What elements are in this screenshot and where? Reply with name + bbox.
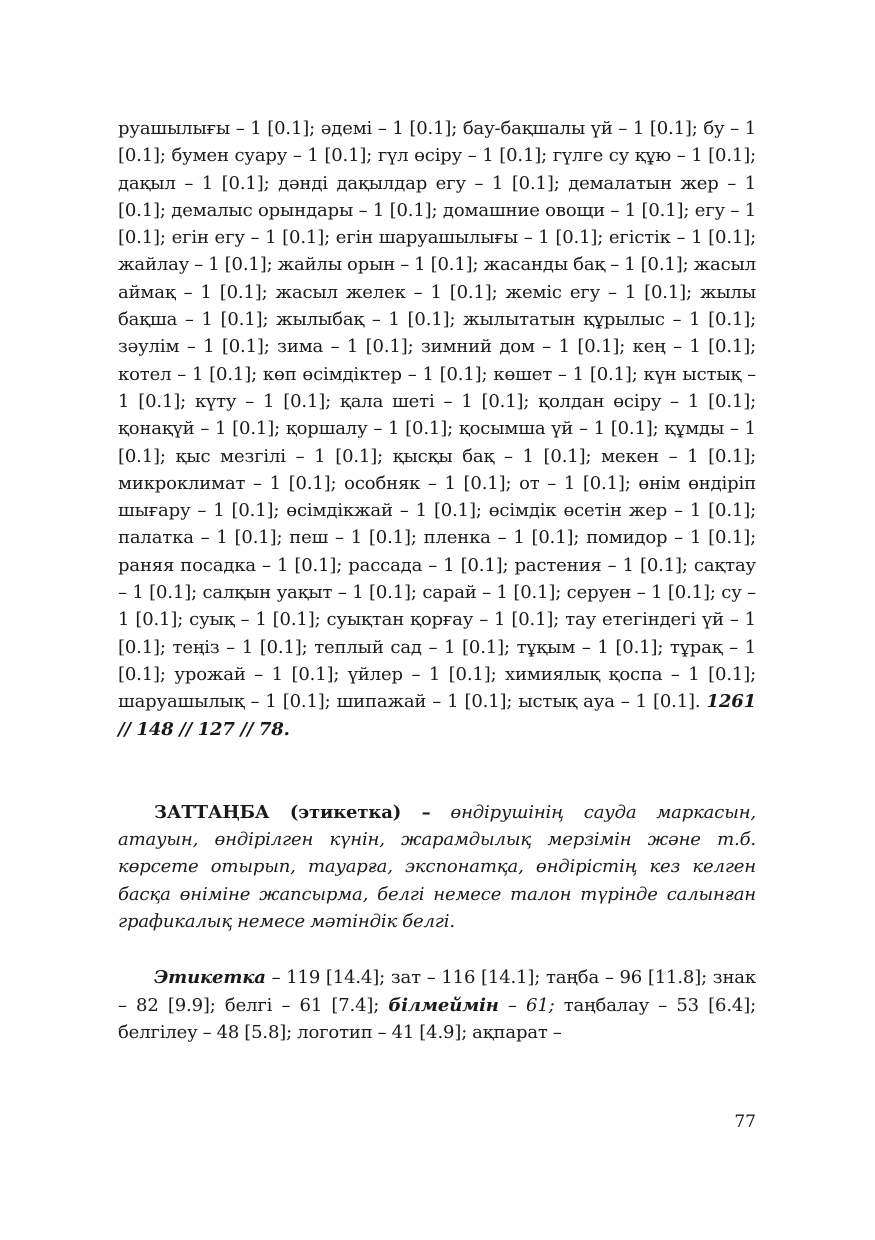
- page-number: 77: [734, 1112, 756, 1132]
- entry-headword: ЗАТТАҢБА (этикетка) –: [154, 801, 431, 823]
- stimulus-responses-paragraph: [118, 964, 756, 1046]
- unknown-response: білмеймін: [388, 994, 499, 1016]
- response-list-paragraph: [118, 115, 756, 743]
- response-totals: 1261 // 148 // 127 // 78.: [118, 691, 756, 740]
- unknown-response-count: – 61;: [498, 994, 555, 1016]
- entry-definition: өндірушінің сауда маркасын, атауын, өндірілген күнін, жарамдылық мерзімін және т.б. көрсете отырып, тауарға, экспонатқа, өндірістің кез келген басқа өніміне жапсырма, белгі немесе талон түрінде салынған графикалық немесе мәтіндік белгі.: [118, 801, 756, 933]
- dictionary-entry: [118, 799, 756, 935]
- page-body: [118, 115, 756, 1046]
- response-list-text: руашылығы – 1 [0.1]; әдемі – 1 [0.1]; бау-бақшалы үй – 1 [0.1]; бу – 1 [0.1]; бумен суару – 1 [0.1]; гүл өсіру – 1 [0.1]; гүлге су құю – 1 [0.1]; дақыл – 1 [0.1]; дәнді дақылдар егу – 1 [0.1]; демалатын жер – 1 [0.1]; демалыс орындары – 1 [0.1]; домашние овощи – 1 [0.1]; егу – 1 [0.1]; егін егу – 1 [0.1]; егін шаруашылығы – 1 [0.1]; егістік – 1 [0.1]; жайлау – 1 [0.1]; жайлы орын – 1 [0.1]; жасанды бақ – 1 [0.1]; жасыл аймақ – 1 [0.1]; жасыл желек – 1 [0.1]; жеміс егу – 1 [0.1]; жылы бақша – 1 [0.1]; жылыбақ – 1 [0.1]; жылытатын құрылыс – 1 [0.1]; зәулім – 1 [0.1]; зима – 1 [0.1]; зимний дом – 1 [0.1]; кең – 1 [0.1]; котел – 1 [0.1]; көп өсімдіктер – 1 [0.1]; көшет – 1 [0.1]; күн ыстық – 1 [0.1]; күту – 1 [0.1]; қала шеті – 1 [0.1]; қолдан өсіру – 1 [0.1]; қонақүй – 1 [0.1]; қоршалу – 1 [0.1]; қосымша үй – 1 [0.1]; құмды – 1 [0.1]; қыс мезгілі – 1 [0.1]; қысқы бақ – 1 [0.1]; мекен – 1 [0.1]; микроклимат – 1 [0.1]; особняк – 1 [0.1]; от – 1 [0.1]; өнім өндіріп шығару – 1 [0.1]; өсімдікжай – 1 [0.1]; өсімдік өсетін жер – 1 [0.1]; палатка – 1 [0.1]; пеш – 1 [0.1]; пленка – 1 [0.1]; помидор – 1 [0.1]; раняя посадка – 1 [0.1]; рассада – 1 [0.1]; растения – 1 [0.1]; сақтау – 1 [0.1]; салқын уақыт – 1 [0.1]; сарай – 1 [0.1]; серуен – 1 [0.1]; су – 1 [0.1]; суық – 1 [0.1]; суықтан қорғау – 1 [0.1]; тау етегіндегі үй – 1 [0.1]; теңіз – 1 [0.1]; теплый сад – 1 [0.1]; тұқым – 1 [0.1]; тұрақ – 1 [0.1]; урожай – 1 [0.1]; үйлер – 1 [0.1]; химиялық қоспа – 1 [0.1]; шаруашылық – 1 [0.1]; шипажай – 1 [0.1]; ыстық ауа – 1 [0.1].: [118, 118, 756, 713]
- responses-part-1: – 119 [14.4]; зат – 116 [14.1]; таңба – 96 [11.8]; знак – 82 [9.9]; белгі – 61 [7.4];: [118, 967, 756, 1016]
- responses-part-2: таңбалау – 53 [6.4]; белгілеу – 48 [5.8]; логотип – 41 [4.9]; ақпарат –: [118, 994, 757, 1043]
- stimulus-word: Этикетка: [154, 967, 266, 989]
